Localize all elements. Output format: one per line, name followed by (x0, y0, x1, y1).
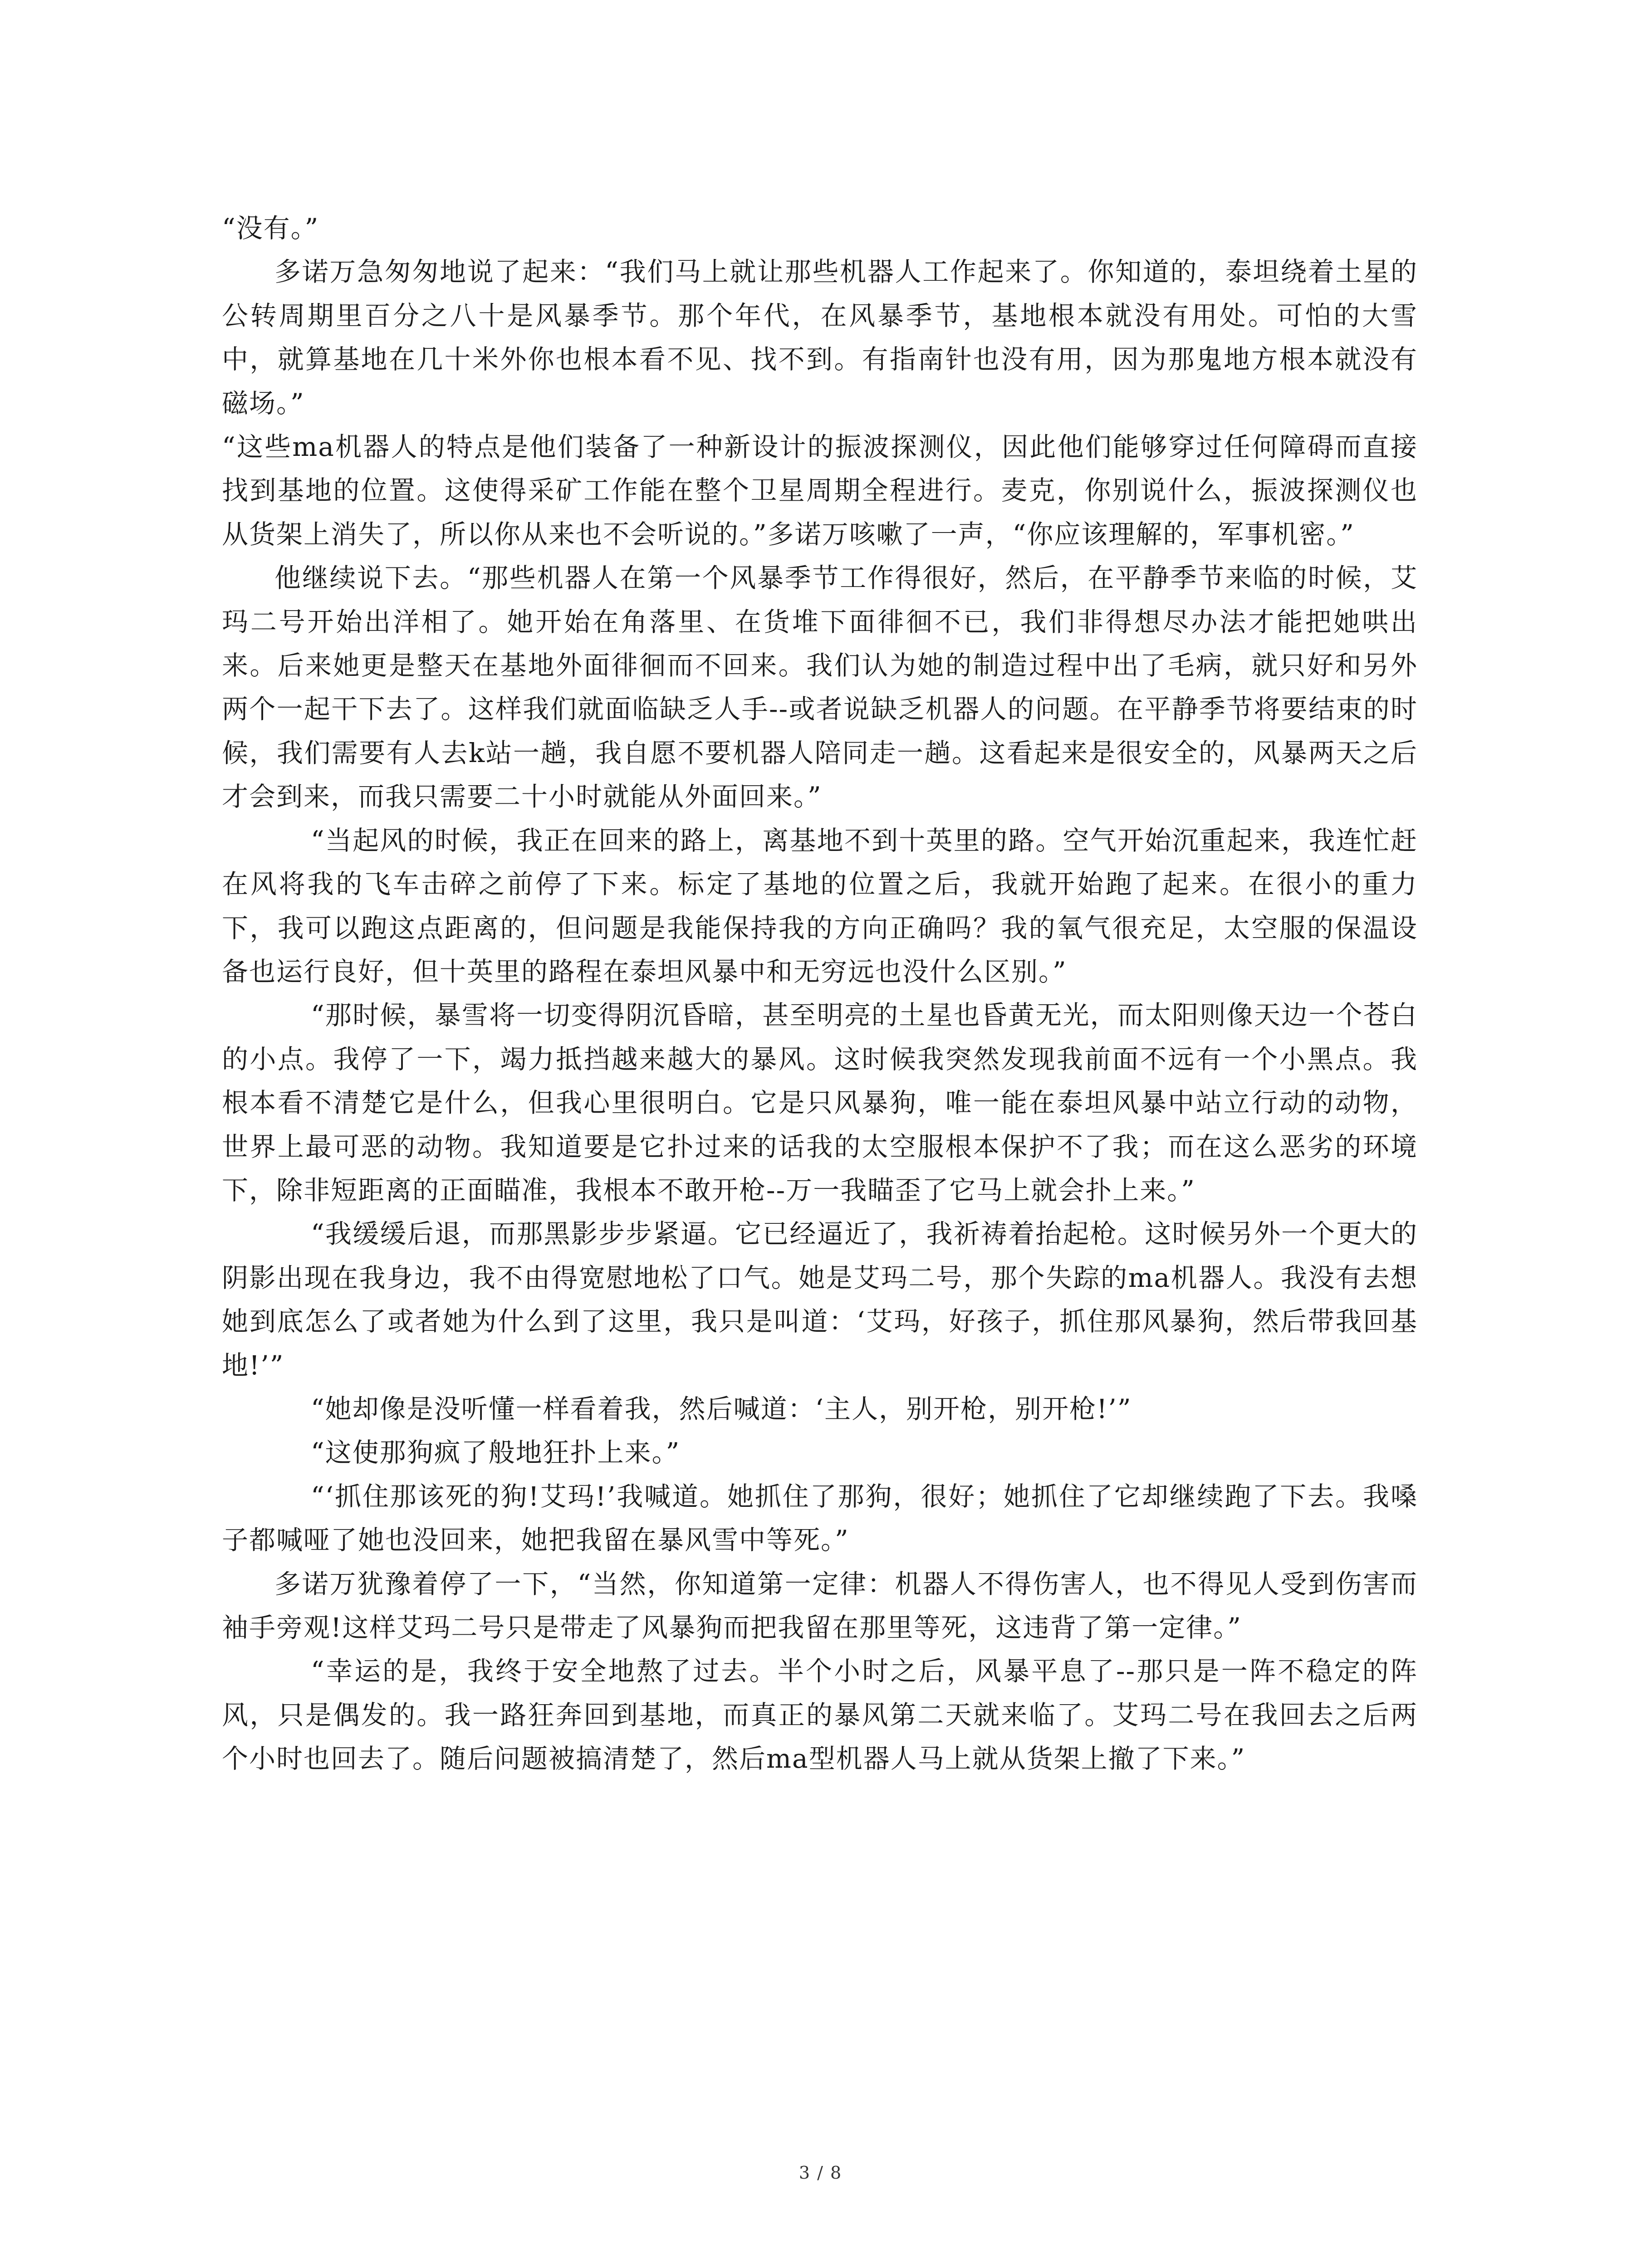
page-number: 3 / 8 (798, 2163, 843, 2183)
document-body (222, 206, 1418, 1781)
paragraph-9: “这使那狗疯了般地狂扑上来。” (311, 1437, 681, 1468)
paragraph-11: 多诺万犹豫着停了一下，“当然，你知道第一定律：机器人不得伤害人，也不得见人受到伤害而袖手旁观!这样艾玛二号只是带走了风暴狗而把我留在那里等死，这违背了第一定律。” (222, 1568, 1418, 1643)
paragraph-12: “幸运的是，我终于安全地熬了过去。半个小时之后，风暴平息了--那只是一阵不稳定的阵风，只是偶发的。我一路狂奔回到基地，而真正的暴风第二天就来临了。艾玛二号在我回去之后两个小时也回去了。随后问题被搞清楚了，然后ma型机器人马上就从货架上撤了下来。” (222, 1656, 1418, 1774)
paragraph-4: 他继续说下去。“那些机器人在第一个风暴季节工作得很好，然后，在平静季节来临的时候，艾玛二号开始出洋相了。她开始在角落里、在货堆下面徘徊不已，我们非得想尽办法才能把她哄出来。后来她更是整天在基地外面徘徊而不回来。我们认为她的制造过程中出了毛病，就只好和另外两个一起干下去了。这样我们就面临缺乏人手--或者说缺乏机器人的问题。在平静季节将要结束的时候，我们需要有人去k站一趟，我自愿不要机器人陪同走一趟。这看起来是很安全的，风暴两天之后才会到来，而我只需要二十小时就能从外面回来。” (222, 562, 1418, 812)
paragraph-7: “我缓缓后退，而那黑影步步紧逼。它已经逼近了，我祈祷着抬起枪。这时候另外一个更大的阴影出现在我身边，我不由得宽慰地松了口气。她是艾玛二号，那个失踪的ma机器人。我没有去想她到底怎么了或者她为什么到了这里，我只是叫道：‘艾玛，好孩子，抓住那风暴狗，然后带我回基地!’” (222, 1218, 1418, 1381)
paragraph-5: “当起风的时候，我正在回来的路上，离基地不到十英里的路。空气开始沉重起来，我连忙赶在风将我的飞车击碎之前停了下来。标定了基地的位置之后，我就开始跑了起来。在很小的重力下，我可以跑这点距离的，但问题是我能保持我的方向正确吗？我的氧气很充足，太空服的保温设备也运行良好，但十英里的路程在泰坦风暴中和无穷远也没什么区别。” (222, 825, 1418, 987)
paragraph-2: 多诺万急匆匆地说了起来：“我们马上就让那些机器人工作起来了。你知道的，泰坦绕着土星的公转周期里百分之八十是风暴季节。那个年代，在风暴季节，基地根本就没有用处。可怕的大雪中，就算基地在几十米外你也根本看不见、找不到。有指南针也没有用，因为那鬼地方根本就没有磁场。” (222, 256, 1418, 419)
paragraph-10: “‘抓住那该死的狗!艾玛!’我喊道。她抓住了那狗，很好；她抓住了它却继续跑了下去。我嗓子都喊哑了她也没回来，她把我留在暴风雪中等死。” (222, 1481, 1418, 1556)
paragraph-8: “她却像是没听懂一样看着我，然后喊道：‘主人，别开枪，别开枪!’” (311, 1393, 1132, 1424)
paragraph-3: “这些ma机器人的特点是他们装备了一种新设计的振波探测仪，因此他们能够穿过任何障碍而直接找到基地的位置。这使得采矿工作能在整个卫星周期全程进行。麦克，你别说什么，振波探测仪也从货架上消失了，所以你从来也不会听说的。”多诺万咳嗽了一声，“你应该理解的，军事机密。” (222, 431, 1418, 550)
paragraph-1: “没有。” (222, 213, 319, 244)
paragraph-6: “那时候，暴雪将一切变得阴沉昏暗，甚至明亮的土星也昏黄无光，而太阳则像天边一个苍白的小点。我停了一下，竭力抵挡越来越大的暴风。这时候我突然发现我前面不远有一个小黑点。我根本看不清楚它是什么，但我心里很明白。它是只风暴狗，唯一能在泰坦风暴中站立行动的动物，世界上最可恶的动物。我知道要是它扑过来的话我的太空服根本保护不了我；而在这么恶劣的环境下，除非短距离的正面瞄准，我根本不敢开枪--万一我瞄歪了它马上就会扑上来。” (222, 1000, 1418, 1206)
